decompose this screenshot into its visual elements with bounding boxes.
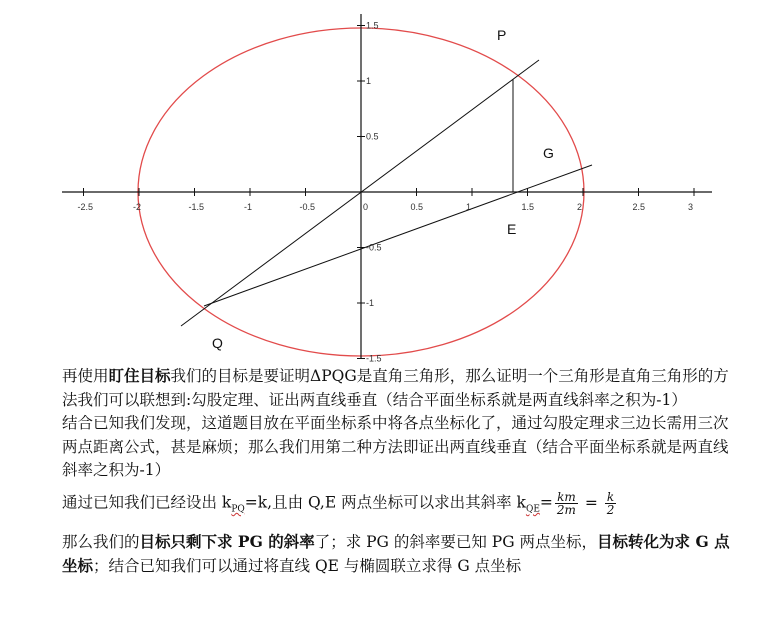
x-tick-label: 1 (466, 202, 472, 212)
explanation-text (62, 364, 742, 579)
keyword-focus-goal: 盯住目标 (108, 366, 171, 385)
x-tick-label: -0.5 (299, 202, 316, 212)
fraction-k-2: $\frac{k}{2}$ (606, 489, 615, 517)
x-tick-label: 0 (363, 202, 369, 212)
point-label-P: P (497, 27, 507, 43)
line-QG (204, 165, 592, 306)
y-tick-label: 0.5 (366, 131, 379, 142)
paragraph-1: 再使用盯住目标我们的目标是要证明ΔPQG是直角三角形，那么证明一个三角形是直角三角形的方法我们可以联想到:勾股定理、证出两直线垂直（结合平面坐标系就是两直线斜率之积为-1） (62, 366, 729, 409)
y-tick-label: 1 (366, 76, 372, 86)
keyword-goal-slope: 目标只剩下求 PG 的斜率 (139, 531, 315, 551)
paragraph-3: 通过已知我们已经设出 $k_{PQ}=k$,且由 Q,E 两点坐标可以求出其斜率 $k_{QE}=$ $\frac{km}{2m}$ = $\frac{k}{2}$ (62, 489, 615, 517)
paragraph-4: 那么我们的目标只剩下求 PG 的斜率了；求 PG 的斜率要已知 PG 两点坐标，目标转化为求 G 点坐标；结合已知我们可以通过将直线 QE 与椭圆联立求得 G 点坐标 (62, 531, 730, 576)
x-tick-label: 2 (577, 202, 583, 212)
x-tick-label: -1 (244, 202, 253, 212)
x-tick-label: -1.5 (188, 202, 205, 212)
y-tick-label: 1.5 (366, 20, 379, 31)
x-tick-label: 3 (688, 202, 694, 212)
point-label-G: G (543, 145, 554, 161)
keyword-goal-g: 目标转化为求 G 点坐标 (62, 531, 730, 576)
x-tick-label: 0.5 (410, 202, 424, 212)
line-PQ (181, 60, 539, 326)
x-tick-label: -2 (133, 202, 142, 212)
x-tick-label: 1.5 (521, 202, 535, 212)
point-label-E: E (507, 221, 517, 237)
y-tick-label: -1.5 (366, 353, 382, 362)
y-tick-label: -0.5 (366, 242, 382, 253)
point-label-Q: Q (212, 335, 223, 351)
y-tick-label: -1 (366, 298, 375, 308)
x-tick-label: -2.5 (77, 202, 94, 212)
fraction-km-2m: $\frac{km}{2m}$ (556, 489, 576, 517)
x-tick-label: 2.5 (632, 202, 646, 212)
paragraph-2: 结合已知我们发现，这道题目放在平面坐标系中将各点坐标化了，通过勾股定理求三边长需用三次两点距离公式，甚是麻烦；那么我们用第二种方法即证出两直线垂直（结合平面坐标系就是两直线斜率之积为-1） (62, 414, 729, 479)
